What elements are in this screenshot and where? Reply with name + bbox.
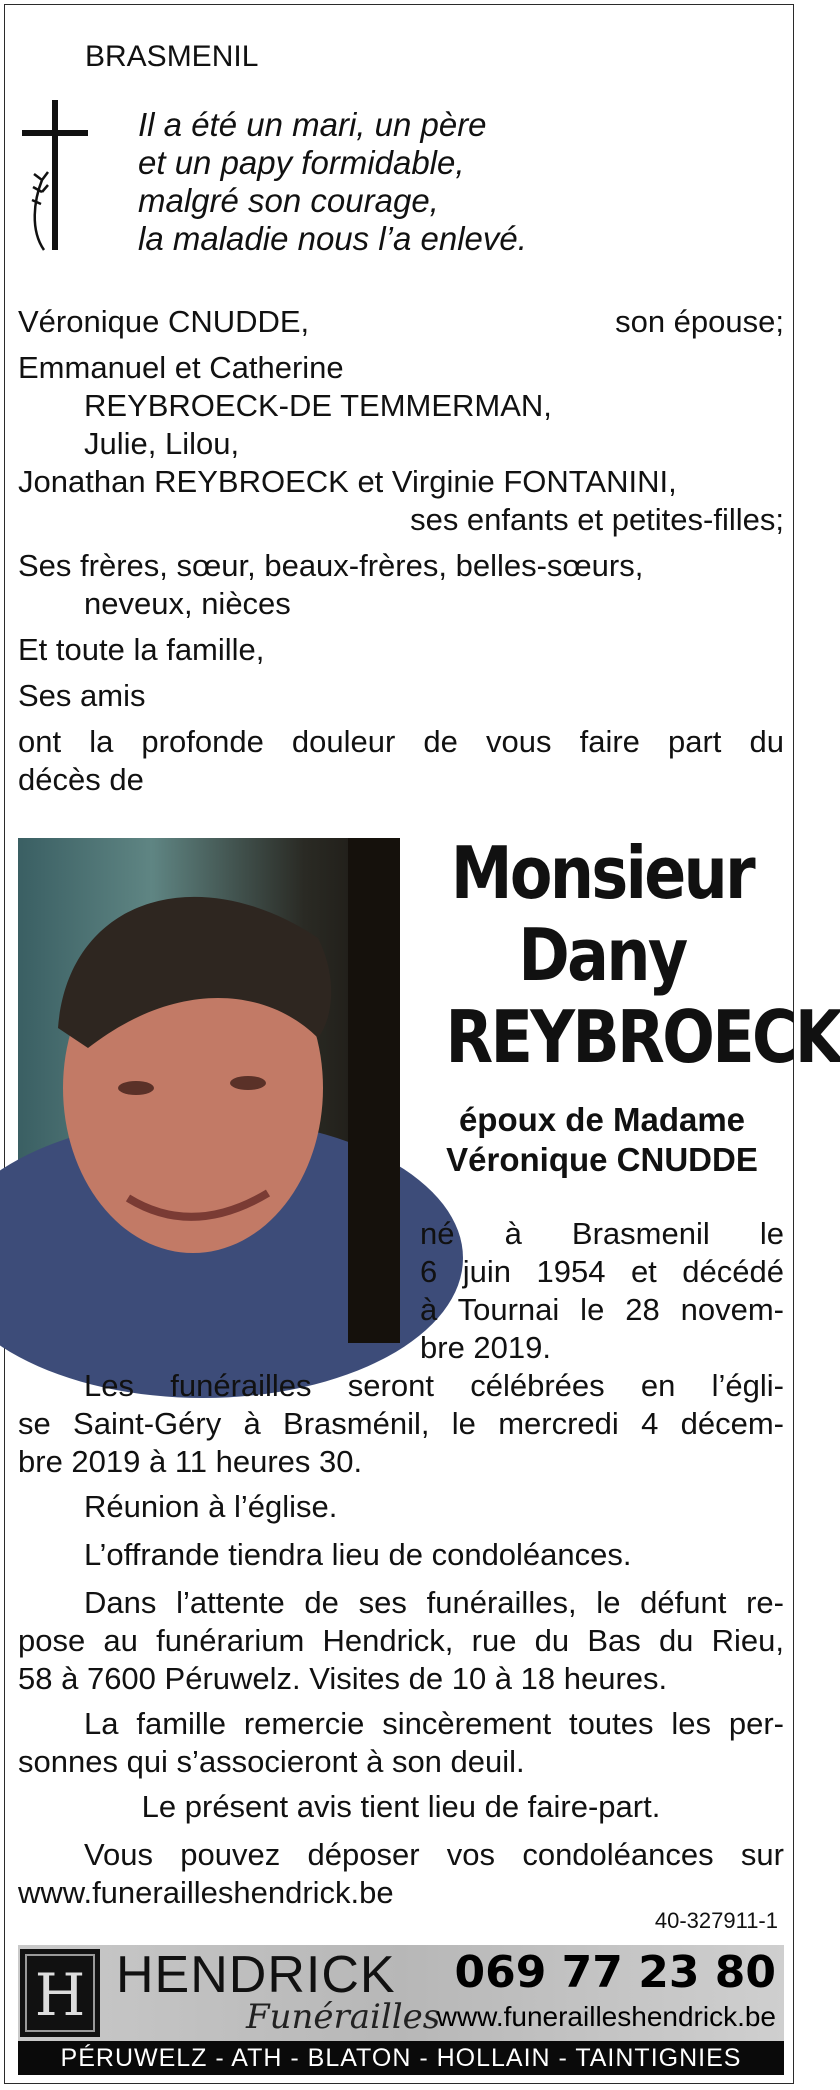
hendrick-logo: [20, 1949, 100, 2037]
spouse-line: Véronique CNUDDE: [446, 1141, 758, 1178]
funeral-line: Les funérailles seront célébrées en l’égli-: [84, 1368, 784, 1403]
poem-line: Il a été un mari, un père: [138, 106, 487, 143]
announce-line: ont la profonde douleur de vous faire part du: [18, 724, 784, 759]
condolences-line: Vous pouvez déposer vos condoléances sur: [84, 1837, 784, 1872]
poem-line: la maladie nous l’a enlevé.: [138, 220, 527, 257]
ad-locations: PÉRUWELZ - ATH - BLATON - HOLLAIN - TAINTIGNIES: [18, 2041, 784, 2075]
announce-line: décès de: [18, 762, 144, 797]
funeral-home-ad: [18, 1945, 784, 2075]
poem-line: malgré son courage,: [138, 182, 439, 219]
deceased-last-name: REYBROECK: [445, 995, 840, 1079]
child2: Jonathan REYBROECK et Virginie FONTANINI,: [18, 464, 677, 499]
child1: Emmanuel et Catherine: [18, 350, 344, 385]
birth-death: [420, 1215, 784, 1367]
cross-icon: [20, 100, 90, 250]
extended-family: Et toute la famille,: [18, 632, 265, 667]
funeral-line: bre 2019 à 11 heures 30.: [18, 1444, 363, 1479]
thanks-line: La famille remercie sincèrement toutes les per-: [84, 1706, 784, 1741]
family-list: [18, 303, 784, 799]
meeting-paragraph: Réunion à l’église.: [84, 1489, 338, 1524]
ad-phone[interactable]: 069 77 23 80: [454, 1947, 776, 1998]
condolences-website[interactable]: www.funerailleshendrick.be: [18, 1875, 394, 1910]
ad-subtitle: Funérailles: [246, 1997, 441, 2037]
rest-line: pose au funérarium Hendrick, rue du Bas du Rieu,: [18, 1623, 784, 1658]
nephews: neveux, nièces: [84, 586, 291, 621]
funeral-line: se Saint-Géry à Brasménil, le mercredi 4 décem-: [18, 1406, 784, 1441]
rest-paragraph: [18, 1584, 784, 1698]
rest-line: 58 à 7600 Péruwelz. Visites de 10 à 18 heures.: [18, 1661, 668, 1696]
town-heading: BRASMENIL: [85, 40, 259, 73]
deceased-first-name: Dany: [518, 913, 686, 997]
spouse-line: époux de Madame: [458, 1101, 746, 1138]
children-role: ses enfants et petites-filles;: [410, 502, 784, 537]
friends: Ses amis: [18, 678, 146, 713]
funeral-paragraph: [18, 1367, 784, 1481]
condolences-paragraph: [18, 1836, 784, 1912]
child1-surname: REYBROECK-DE TEMMERMAN,: [84, 388, 552, 423]
rest-line: Dans l’attente de ses funérailles, le défunt re-: [84, 1585, 784, 1620]
deceased-photo: [18, 838, 400, 1343]
notice-paragraph: Le présent avis tient lieu de faire-part.: [141, 1789, 661, 1824]
spouse-name: Véronique CNUDDE,: [18, 304, 310, 339]
spouse-row: [18, 303, 784, 341]
birth-line: né à Brasmenil le: [420, 1216, 784, 1251]
siblings: Ses frères, sœur, beaux-frères, belles-sœurs,: [18, 548, 644, 583]
birth-line: bre 2019.: [420, 1330, 551, 1365]
offering-paragraph: L’offrande tiendra lieu de condoléances.: [84, 1537, 632, 1572]
birth-line: à Tournai le 28 novem-: [420, 1292, 784, 1327]
thanks-paragraph: [18, 1705, 784, 1781]
ad-website[interactable]: www.funerailleshendrick.be: [436, 2001, 776, 2032]
logo-letter: H: [34, 1961, 86, 2029]
deceased-title: Monsieur: [450, 831, 754, 915]
reference-number: 40-327911-1: [654, 1908, 778, 1933]
poem-line: et un papy formidable,: [138, 144, 465, 181]
birth-line: 6 juin 1954 et décédé: [420, 1254, 784, 1289]
poem: [138, 106, 527, 258]
thanks-line: sonnes qui s’associeront à son deuil.: [18, 1744, 525, 1779]
grandchildren: Julie, Lilou,: [84, 426, 240, 461]
ad-brand: HENDRICK: [116, 1946, 396, 2004]
spouse-role: son épouse;: [615, 304, 784, 339]
